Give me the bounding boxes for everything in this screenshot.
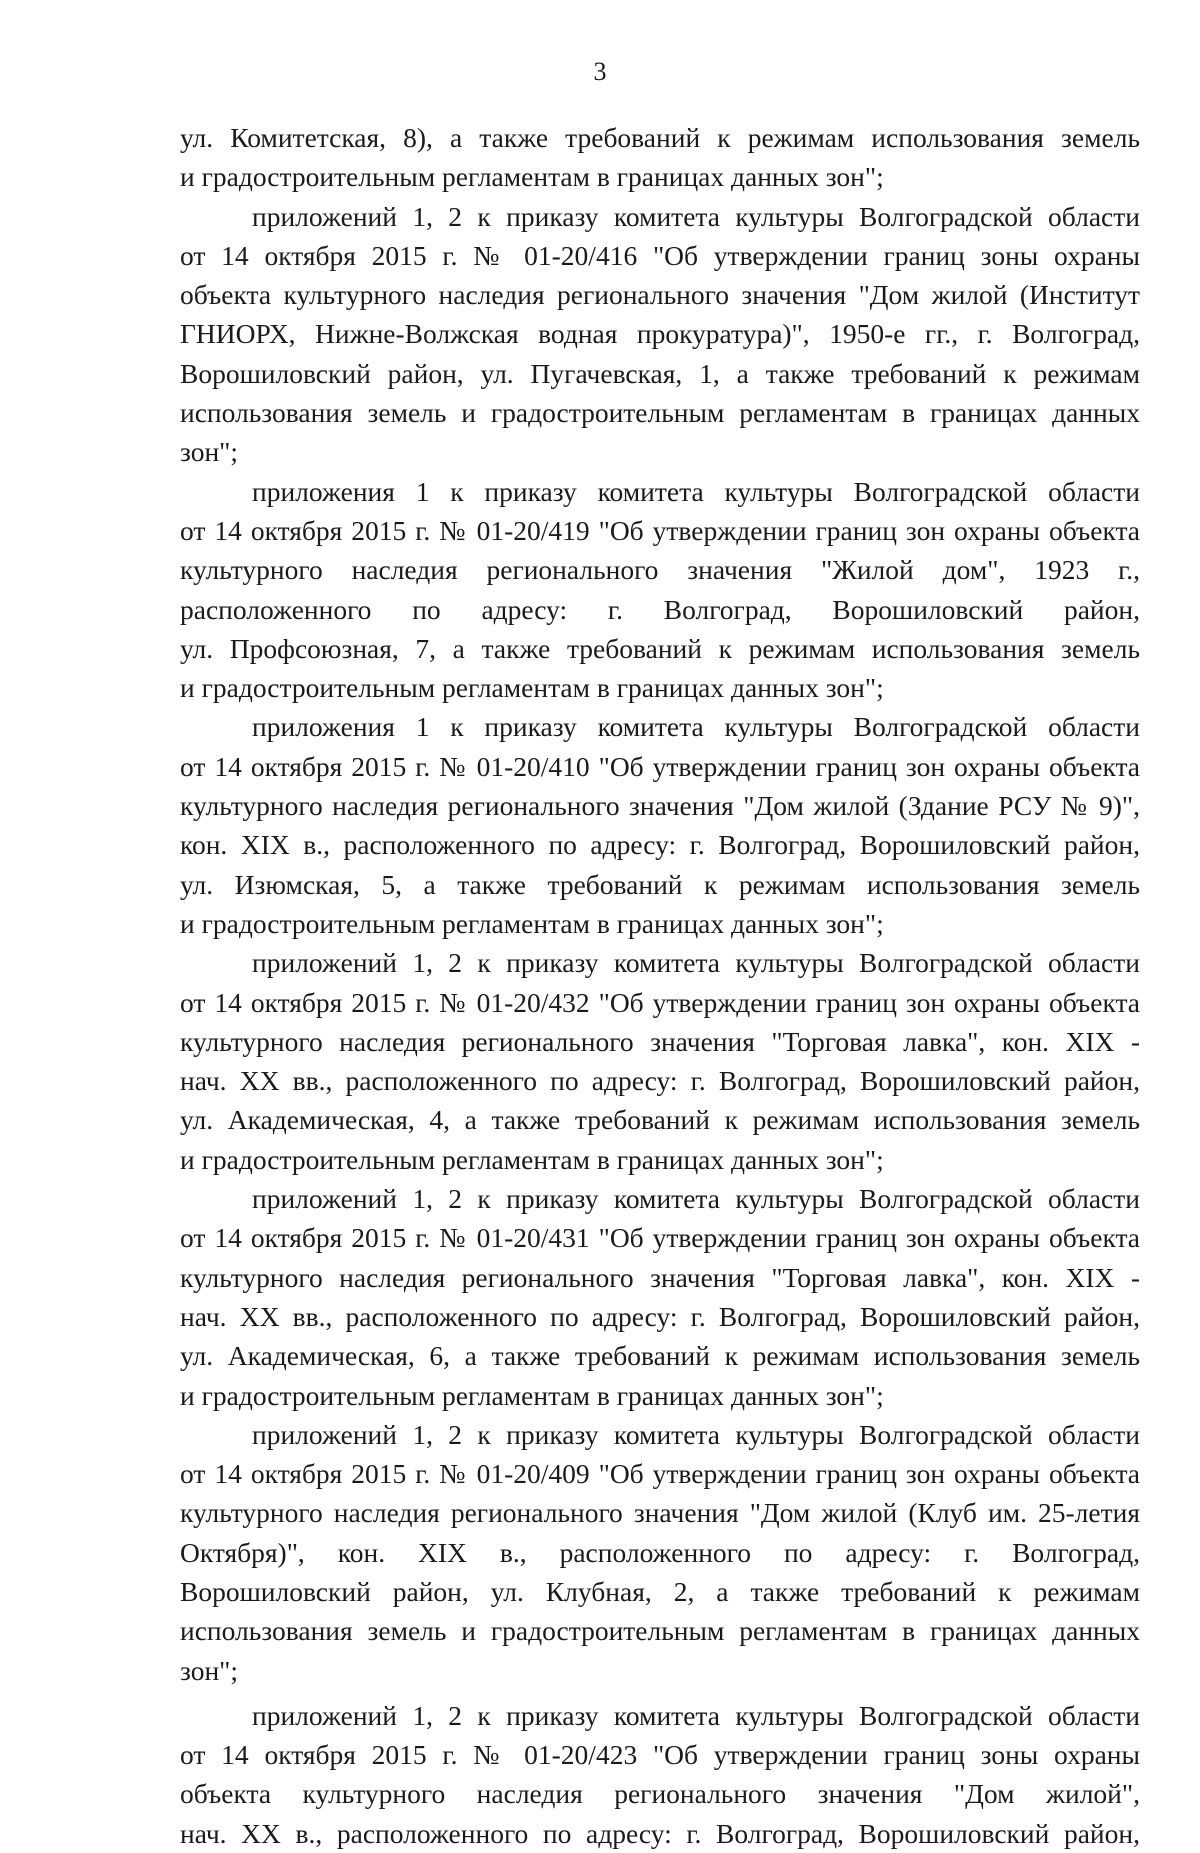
text-line: приложений 1, 2 к приказу комитета культуры Волгоградской области: [252, 1418, 1140, 1450]
text-line: культурного наследия регионального значения "Торговая лавка", кон. XIX -: [180, 1025, 1140, 1057]
text-line: приложения 1 к приказу комитета культуры Волгоградской области: [252, 475, 1140, 507]
text-line: ул. Изюмская, 5, а также требований к режимам использования земель: [180, 868, 1140, 900]
text-line: нач. XX вв., расположенного по адресу: г. Волгоград, Ворошиловский район,: [180, 1300, 1140, 1332]
text-line: культурного наследия регионального значения "Дом жилой (Клуб им. 25-летия: [180, 1497, 1140, 1529]
text-line: ул. Профсоюзная, 7, а также требований к режимам использования земель: [180, 632, 1140, 664]
text-line: культурного наследия регионального значения "Торговая лавка", кон. XIX -: [180, 1261, 1140, 1293]
paragraph: [180, 707, 1140, 943]
paragraph: [180, 943, 1140, 1179]
text-line: приложения 1 к приказу комитета культуры Волгоградской области: [252, 711, 1140, 743]
paragraph: [180, 1696, 1140, 1853]
text-line: использования земель и градостроительным регламентам в границах данных: [180, 397, 1140, 429]
paragraph: [180, 472, 1140, 708]
text-line: от 14 октября 2015 г. № 01-20/423 "Об утверждении границ зоны охраны: [180, 1739, 1140, 1771]
paragraph: [180, 1179, 1140, 1415]
text-line: от 14 октября 2015 г. № 01-20/409 "Об утверждении границ зон охраны объекта: [180, 1458, 1140, 1490]
text-line: от 14 октября 2015 г. № 01-20/416 "Об утверждении границ зоны охраны: [180, 239, 1140, 271]
text-line: Ворошиловский район, ул. Пугачевская, 1, а также требований к режимам: [180, 357, 1140, 389]
text-line: ГНИОРХ, Нижне-Волжская водная прокуратура)", 1950-е гг., г. Волгоград,: [180, 318, 1140, 350]
text-line: зон";: [180, 436, 239, 468]
text-line: культурного наследия регионального значения "Дом жилой (Здание РСУ № 9)",: [180, 790, 1140, 822]
page-number: 3: [593, 57, 607, 86]
text-line: от 14 октября 2015 г. № 01-20/431 "Об утверждении границ зон охраны объекта: [180, 1222, 1140, 1254]
text-line: нач. XX в., расположенного по адресу: г. Волгоград, Ворошиловский район,: [180, 1817, 1140, 1849]
text-line: приложений 1, 2 к приказу комитета культуры Волгоградской области: [252, 1183, 1140, 1215]
text-line: объекта культурного наследия регионального значения "Дом жилой (Институт: [180, 279, 1140, 311]
paragraph: [180, 197, 1140, 472]
text-line: и градостроительным регламентам в границах данных зон";: [180, 161, 884, 193]
text-line: ул. Академическая, 6, а также требований к режимам использования земель: [180, 1340, 1140, 1372]
document-body: [180, 118, 1140, 1853]
text-line: использования земель и градостроительным регламентам в границах данных: [180, 1615, 1140, 1647]
text-line: и градостроительным регламентам в границах данных зон";: [180, 1143, 884, 1175]
text-line: ул. Комитетская, 8), а также требований к режимам использования земель: [180, 122, 1140, 153]
text-line: расположенного по адресу: г. Волгоград, Ворошиловский район,: [180, 593, 1140, 625]
paragraph: [180, 1415, 1140, 1690]
text-line: приложений 1, 2 к приказу комитета культуры Волгоградской области: [252, 200, 1140, 232]
paragraph: [180, 118, 1140, 197]
text-line: Ворошиловский район, ул. Клубная, 2, а также требований к режимам: [180, 1575, 1140, 1607]
text-line: нач. XX вв., расположенного по адресу: г. Волгоград, Ворошиловский район,: [180, 1065, 1140, 1097]
text-line: и градостроительным регламентам в границах данных зон";: [180, 1379, 884, 1411]
text-line: и градостроительным регламентам в границах данных зон";: [180, 907, 884, 939]
text-line: культурного наследия регионального значения "Жилой дом", 1923 г.,: [180, 554, 1140, 586]
text-line: от 14 октября 2015 г. № 01-20/432 "Об утверждении границ зон охраны объекта: [180, 986, 1140, 1018]
text-line: ул. Академическая, 4, а также требований к режимам использования земель: [180, 1104, 1140, 1136]
text-line: от 14 октября 2015 г. № 01-20/410 "Об утверждении границ зон охраны объекта: [180, 750, 1140, 782]
text-line: объекта культурного наследия регионального значения "Дом жилой",: [180, 1778, 1140, 1810]
text-line: приложений 1, 2 к приказу комитета культуры Волгоградской области: [252, 1699, 1140, 1731]
text-line: зон";: [180, 1654, 239, 1686]
text-line: кон. XIX в., расположенного по адресу: г. Волгоград, Ворошиловский район,: [180, 829, 1140, 861]
text-line: Октября)", кон. XIX в., расположенного по адресу: г. Волгоград,: [180, 1536, 1140, 1568]
text-line: приложений 1, 2 к приказу комитета культуры Волгоградской области: [252, 947, 1140, 979]
text-line: и градостроительным регламентам в границах данных зон";: [180, 672, 884, 704]
text-line: от 14 октября 2015 г. № 01-20/419 "Об утверждении границ зон охраны объекта: [180, 514, 1140, 546]
